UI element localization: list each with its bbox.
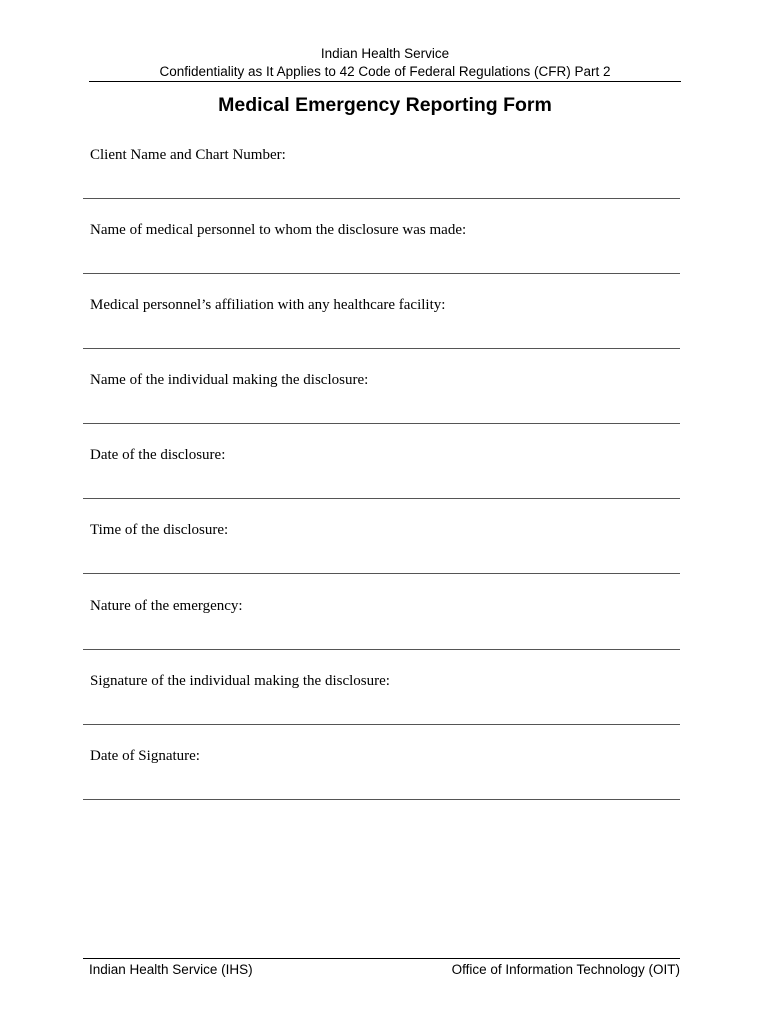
footer-right-text: Office of Information Technology (OIT) — [451, 962, 680, 977]
field-label: Nature of the emergency: — [90, 598, 243, 614]
field-label: Date of the disclosure: — [90, 447, 226, 463]
field-underline — [83, 348, 680, 349]
field-affiliation — [83, 296, 680, 372]
field-label: Client Name and Chart Number: — [90, 147, 286, 163]
signature-input[interactable] — [83, 694, 680, 716]
emergency-nature-input[interactable] — [83, 619, 680, 641]
field-underline — [83, 198, 680, 199]
field-underline — [83, 423, 680, 424]
form-title: Medical Emergency Reporting Form — [218, 94, 552, 116]
field-underline — [83, 649, 680, 650]
field-client-name — [83, 146, 680, 222]
disclosure-time-input[interactable] — [83, 543, 680, 565]
field-label: Name of the individual making the disclosure: — [90, 372, 369, 388]
field-underline — [83, 498, 680, 499]
field-medical-personnel — [83, 221, 680, 297]
field-underline — [83, 273, 680, 274]
footer-left-text: Indian Health Service (IHS) — [89, 962, 253, 977]
field-discloser-name — [83, 371, 680, 447]
footer-divider — [83, 958, 680, 959]
field-label: Signature of the individual making the disclosure: — [90, 673, 390, 689]
field-disclosure-date — [83, 446, 680, 522]
signature-date-input[interactable] — [83, 769, 680, 791]
field-label: Name of medical personnel to whom the disclosure was made: — [90, 222, 467, 238]
field-underline — [83, 724, 680, 725]
discloser-name-input[interactable] — [83, 393, 680, 415]
field-underline — [83, 573, 680, 574]
field-signature-date — [83, 747, 680, 823]
header-subtitle: Confidentiality as It Applies to 42 Code of Federal Regulations (CFR) Part 2 — [159, 64, 611, 79]
field-label: Medical personnel’s affiliation with any healthcare facility: — [90, 297, 446, 313]
affiliation-input[interactable] — [83, 318, 680, 340]
field-label: Date of Signature: — [90, 748, 200, 764]
header-divider — [89, 81, 681, 82]
header-organization: Indian Health Service — [320, 46, 450, 61]
field-signature — [83, 672, 680, 748]
field-label: Time of the disclosure: — [90, 522, 229, 538]
disclosure-date-input[interactable] — [83, 468, 680, 490]
field-underline — [83, 799, 680, 800]
medical-personnel-input[interactable] — [83, 243, 680, 265]
client-name-input[interactable] — [83, 168, 680, 190]
field-disclosure-time — [83, 521, 680, 597]
field-emergency-nature — [83, 597, 680, 673]
